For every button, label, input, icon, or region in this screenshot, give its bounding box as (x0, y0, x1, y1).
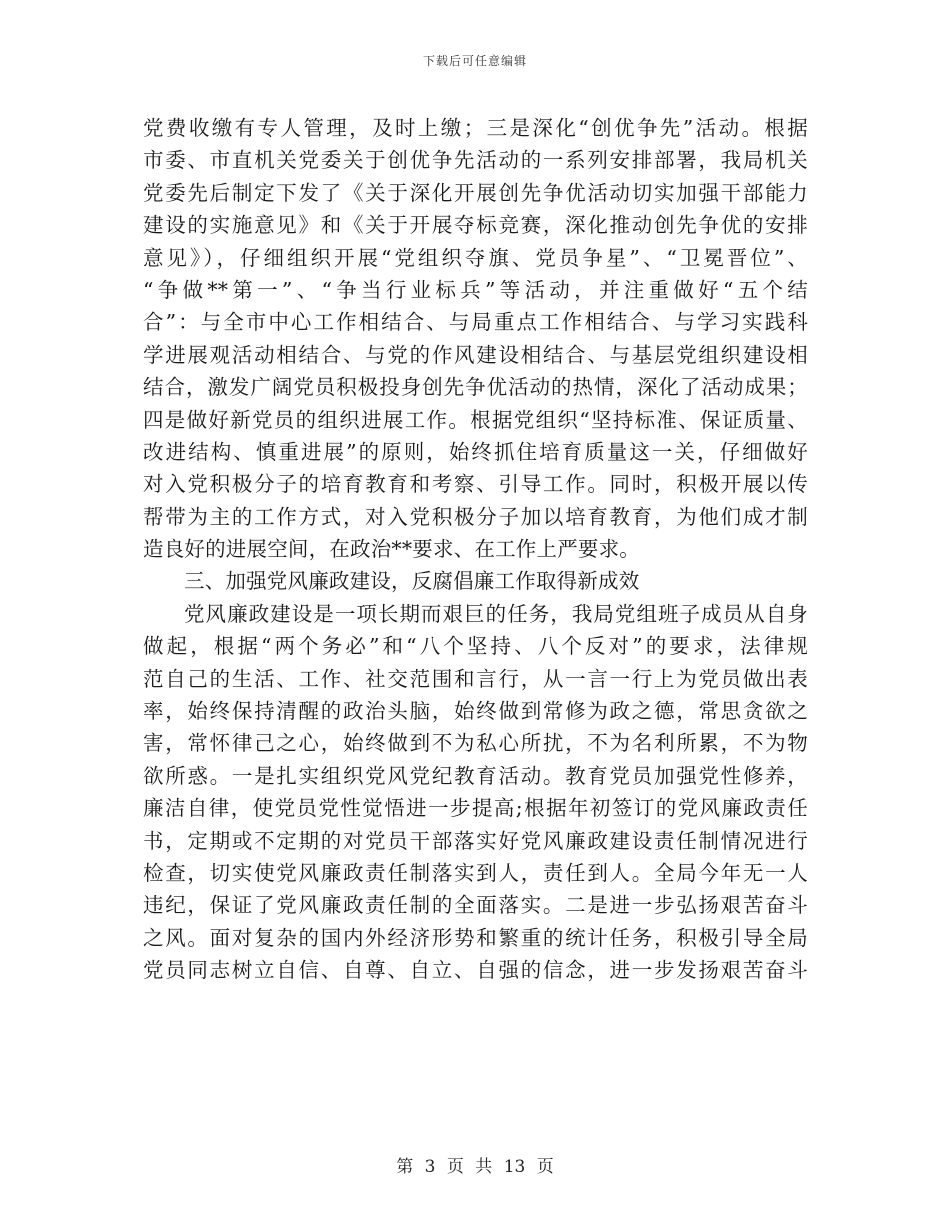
body-line: 检查，切实使党风廉政责任制落实到人，责任到人。全局今年无一人 (143, 860, 808, 885)
body-line: 率，始终保持清醒的政治头脑，始终做到常修为政之德，常思贪欲之 (143, 699, 808, 724)
body-line: 欲所惑。一是扎实组织党风党纪教育活动。教育党员加强党性修养， (143, 763, 808, 788)
body-line: 学进展观活动相结合、与党的作风建设相结合、与基层党组织建设相 (143, 342, 808, 367)
body-line: 结合，激发广阔党员积极投身创先争优活动的热情，深化了活动成果； (143, 375, 808, 400)
body-line: 帮带为主的工作方式，对入党积极分子加以培育教育，为他们成才制 (143, 504, 808, 529)
body-line: 之风。面对复杂的国内外经济形势和繁重的统计任务，积极引导全局 (143, 925, 808, 950)
paragraph-first-line: 党风廉政建设是一项长期而艰巨的任务，我局党组班子成员从自身 (184, 601, 808, 626)
body-line: “争做**第一”、“争当行业标兵”等活动，并注重做好“五个结 (143, 277, 808, 302)
body-line: 改进结构、慎重进展”的原则，始终抓住培育质量这一关，仔细做好 (143, 439, 808, 464)
body-line: 做起，根据“两个务必”和“八个坚持、八个反对”的要求，法律规 (143, 634, 808, 659)
body-line: 党员同志树立自信、自尊、自立、自强的信念，进一步发扬艰苦奋斗 (143, 958, 808, 983)
document-body (143, 112, 808, 987)
body-line: 对入党积极分子的培育教育和考察、引导工作。同时，积极开展以传 (143, 472, 808, 497)
body-line: 党委先后制定下发了《关于深化开展创先争优活动切实加强干部能力 (143, 180, 808, 205)
page-header: 下载后可任意编辑 (422, 54, 527, 68)
body-line: 建设的实施意见》和《关于开展夺标竞赛，深化推动创先争优的安排 (143, 213, 808, 238)
body-line: 造良好的进展空间，在政治**要求、在工作上严要求。 (143, 537, 640, 562)
body-line: 害，常怀律己之心，始终做到不为私心所扰，不为名利所累，不为物 (143, 731, 808, 756)
section-heading: 三、加强党风廉政建设，反腐倡廉工作取得新成效 (184, 569, 640, 594)
body-line: 党费收缴有专人管理，及时上缴；三是深化“创优争先”活动。根据 (143, 116, 808, 140)
body-line: 廉洁自律，使党员党性觉悟进一步提高;根据年初签订的党风廉政责任 (143, 796, 808, 821)
page-number: 第 3 页 共 13 页 (396, 1157, 554, 1177)
body-line: 合”：与全市中心工作相结合、与局重点工作相结合、与学习实践科 (143, 310, 808, 335)
body-line: 四是做好新党员的组织进展工作。根据党组织“坚持标准、保证质量、 (143, 407, 808, 432)
body-line: 书，定期或不定期的对党员干部落实好党风廉政建设责任制情况进行 (143, 828, 808, 853)
body-line: 意见》），仔细组织开展“党组织夺旗、党员争星”、“卫冕晋位”、 (143, 245, 808, 270)
body-line: 市委、市直机关党委关于创优争先活动的一系列安排部署，我局机关 (143, 148, 808, 173)
body-line: 范自己的生活、工作、社交范围和言行，从一言一行上为党员做出表 (143, 666, 808, 691)
body-line: 违纪，保证了党风廉政责任制的全面落实。二是进一步弘扬艰苦奋斗 (143, 893, 808, 918)
